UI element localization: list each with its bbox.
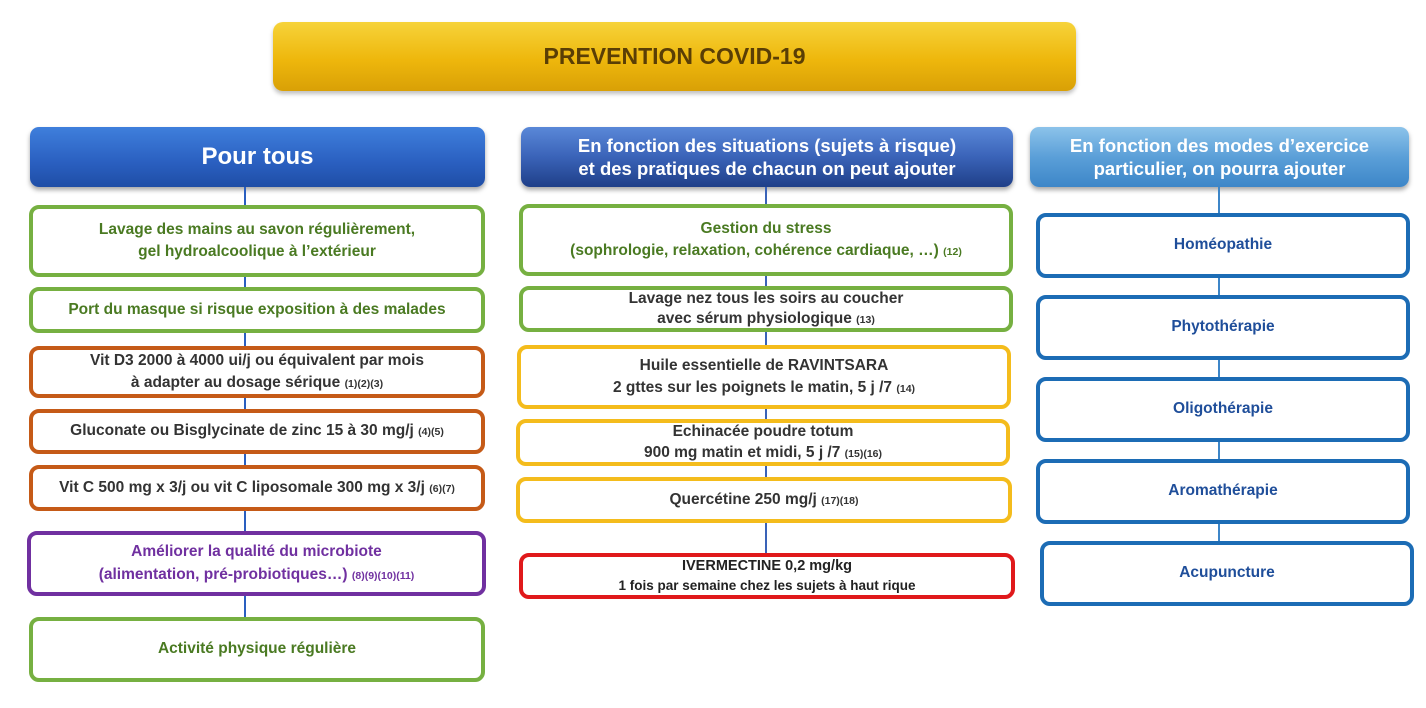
item-ravintsara (517, 345, 1011, 409)
column-header-line: Pour tous (201, 143, 314, 170)
item-line: Lavage des mains au savon régulièrement, (98, 220, 416, 238)
item-line: Echinacée poudre totum (672, 423, 854, 441)
column-header-line: En fonction des situations (sujets à risque) (577, 134, 957, 156)
item-line: IVERMECTINE 0,2 mg/kg (681, 558, 852, 575)
reference-label: (14) (896, 383, 916, 395)
reference-label: (8)(9)(10)(11) (351, 569, 415, 582)
column-header-line: En fonction des modes d’exercice (1069, 134, 1370, 156)
reference-label: (12) (943, 246, 962, 258)
item-phytotherapie (1036, 295, 1410, 360)
item-line: (alimentation, pré-probiotiques…) (98, 565, 348, 583)
item-vit-d3 (29, 346, 485, 398)
item-lavage-nez (519, 286, 1013, 332)
item-line: Lavage nez tous les soirs au coucher (628, 289, 904, 307)
item-line: Phytothérapie (1171, 318, 1275, 336)
item-line: 1 fois par semaine chez les sujets à haut rique (618, 577, 916, 593)
reference-label: (15)(16) (844, 447, 883, 460)
item-line: 2 gttes sur les poignets le matin, 5 j /7 (612, 379, 893, 396)
item-line: Homéopathie (1173, 236, 1273, 254)
item-line: Activité physique régulière (157, 640, 357, 658)
item-line: Quercétine 250 mg/j (669, 490, 817, 508)
column-header-line: et des pratiques de chacun on peut ajouter (578, 158, 956, 179)
item-line: Améliorer la qualité du microbiote (131, 543, 382, 561)
reference-label: (4)(5) (418, 426, 444, 439)
item-echinacee (516, 419, 1010, 466)
item-vit-c (29, 465, 485, 511)
item-line: (sophrologie, relaxation, cohérence cardiaque, …) (570, 242, 939, 259)
item-line: Vit C 500 mg x 3/j ou vit C liposomale 300 mg x 3/j (59, 478, 425, 496)
item-line: Vit D3 2000 à 4000 ui/j ou équivalent par mois (90, 351, 424, 369)
item-line: avec sérum physiologique (657, 310, 852, 327)
item-line: gel hydroalcoolique à l’extérieur (138, 243, 376, 260)
item-port-masque (29, 287, 485, 333)
item-line: Port du masque si risque exposition à des malades (68, 300, 446, 318)
reference-label: (6)(7) (429, 482, 455, 495)
column-header-modes-exercice (1030, 127, 1409, 187)
reference-label: (13) (856, 314, 875, 326)
item-quercetine (516, 477, 1012, 523)
item-line: Oligothérapie (1173, 400, 1273, 418)
item-homeopathie (1036, 213, 1410, 278)
item-acupuncture (1040, 541, 1414, 606)
item-zinc (29, 409, 485, 454)
item-line: Huile essentielle de RAVINTSARA (639, 356, 889, 374)
item-oligotherapie (1036, 377, 1410, 442)
item-activite-physique (29, 617, 485, 682)
item-microbiote (27, 531, 486, 596)
reference-label: (17)(18) (821, 494, 859, 507)
item-line: Acupuncture (1179, 564, 1275, 582)
item-line: Gluconate ou Bisglycinate de zinc 15 à 30 mg/j (70, 422, 414, 440)
item-line: Gestion du stress (700, 219, 832, 237)
item-line: à adapter au dosage sérique (130, 374, 341, 391)
column-header-pour-tous (30, 127, 485, 187)
item-aromatherapie (1036, 459, 1410, 524)
column-header-line: particulier, on pourra ajouter (1093, 158, 1346, 179)
item-line: Aromathérapie (1168, 482, 1278, 500)
column-header-situations (521, 127, 1013, 187)
item-lavage-mains (29, 205, 485, 277)
item-gestion-stress (519, 204, 1013, 276)
item-ivermectine (519, 553, 1015, 599)
item-line: 900 mg matin et midi, 5 j /7 (643, 443, 841, 461)
page-title: PREVENTION COVID-19 (273, 22, 1076, 91)
reference-label: (1)(2)(3) (344, 378, 384, 390)
